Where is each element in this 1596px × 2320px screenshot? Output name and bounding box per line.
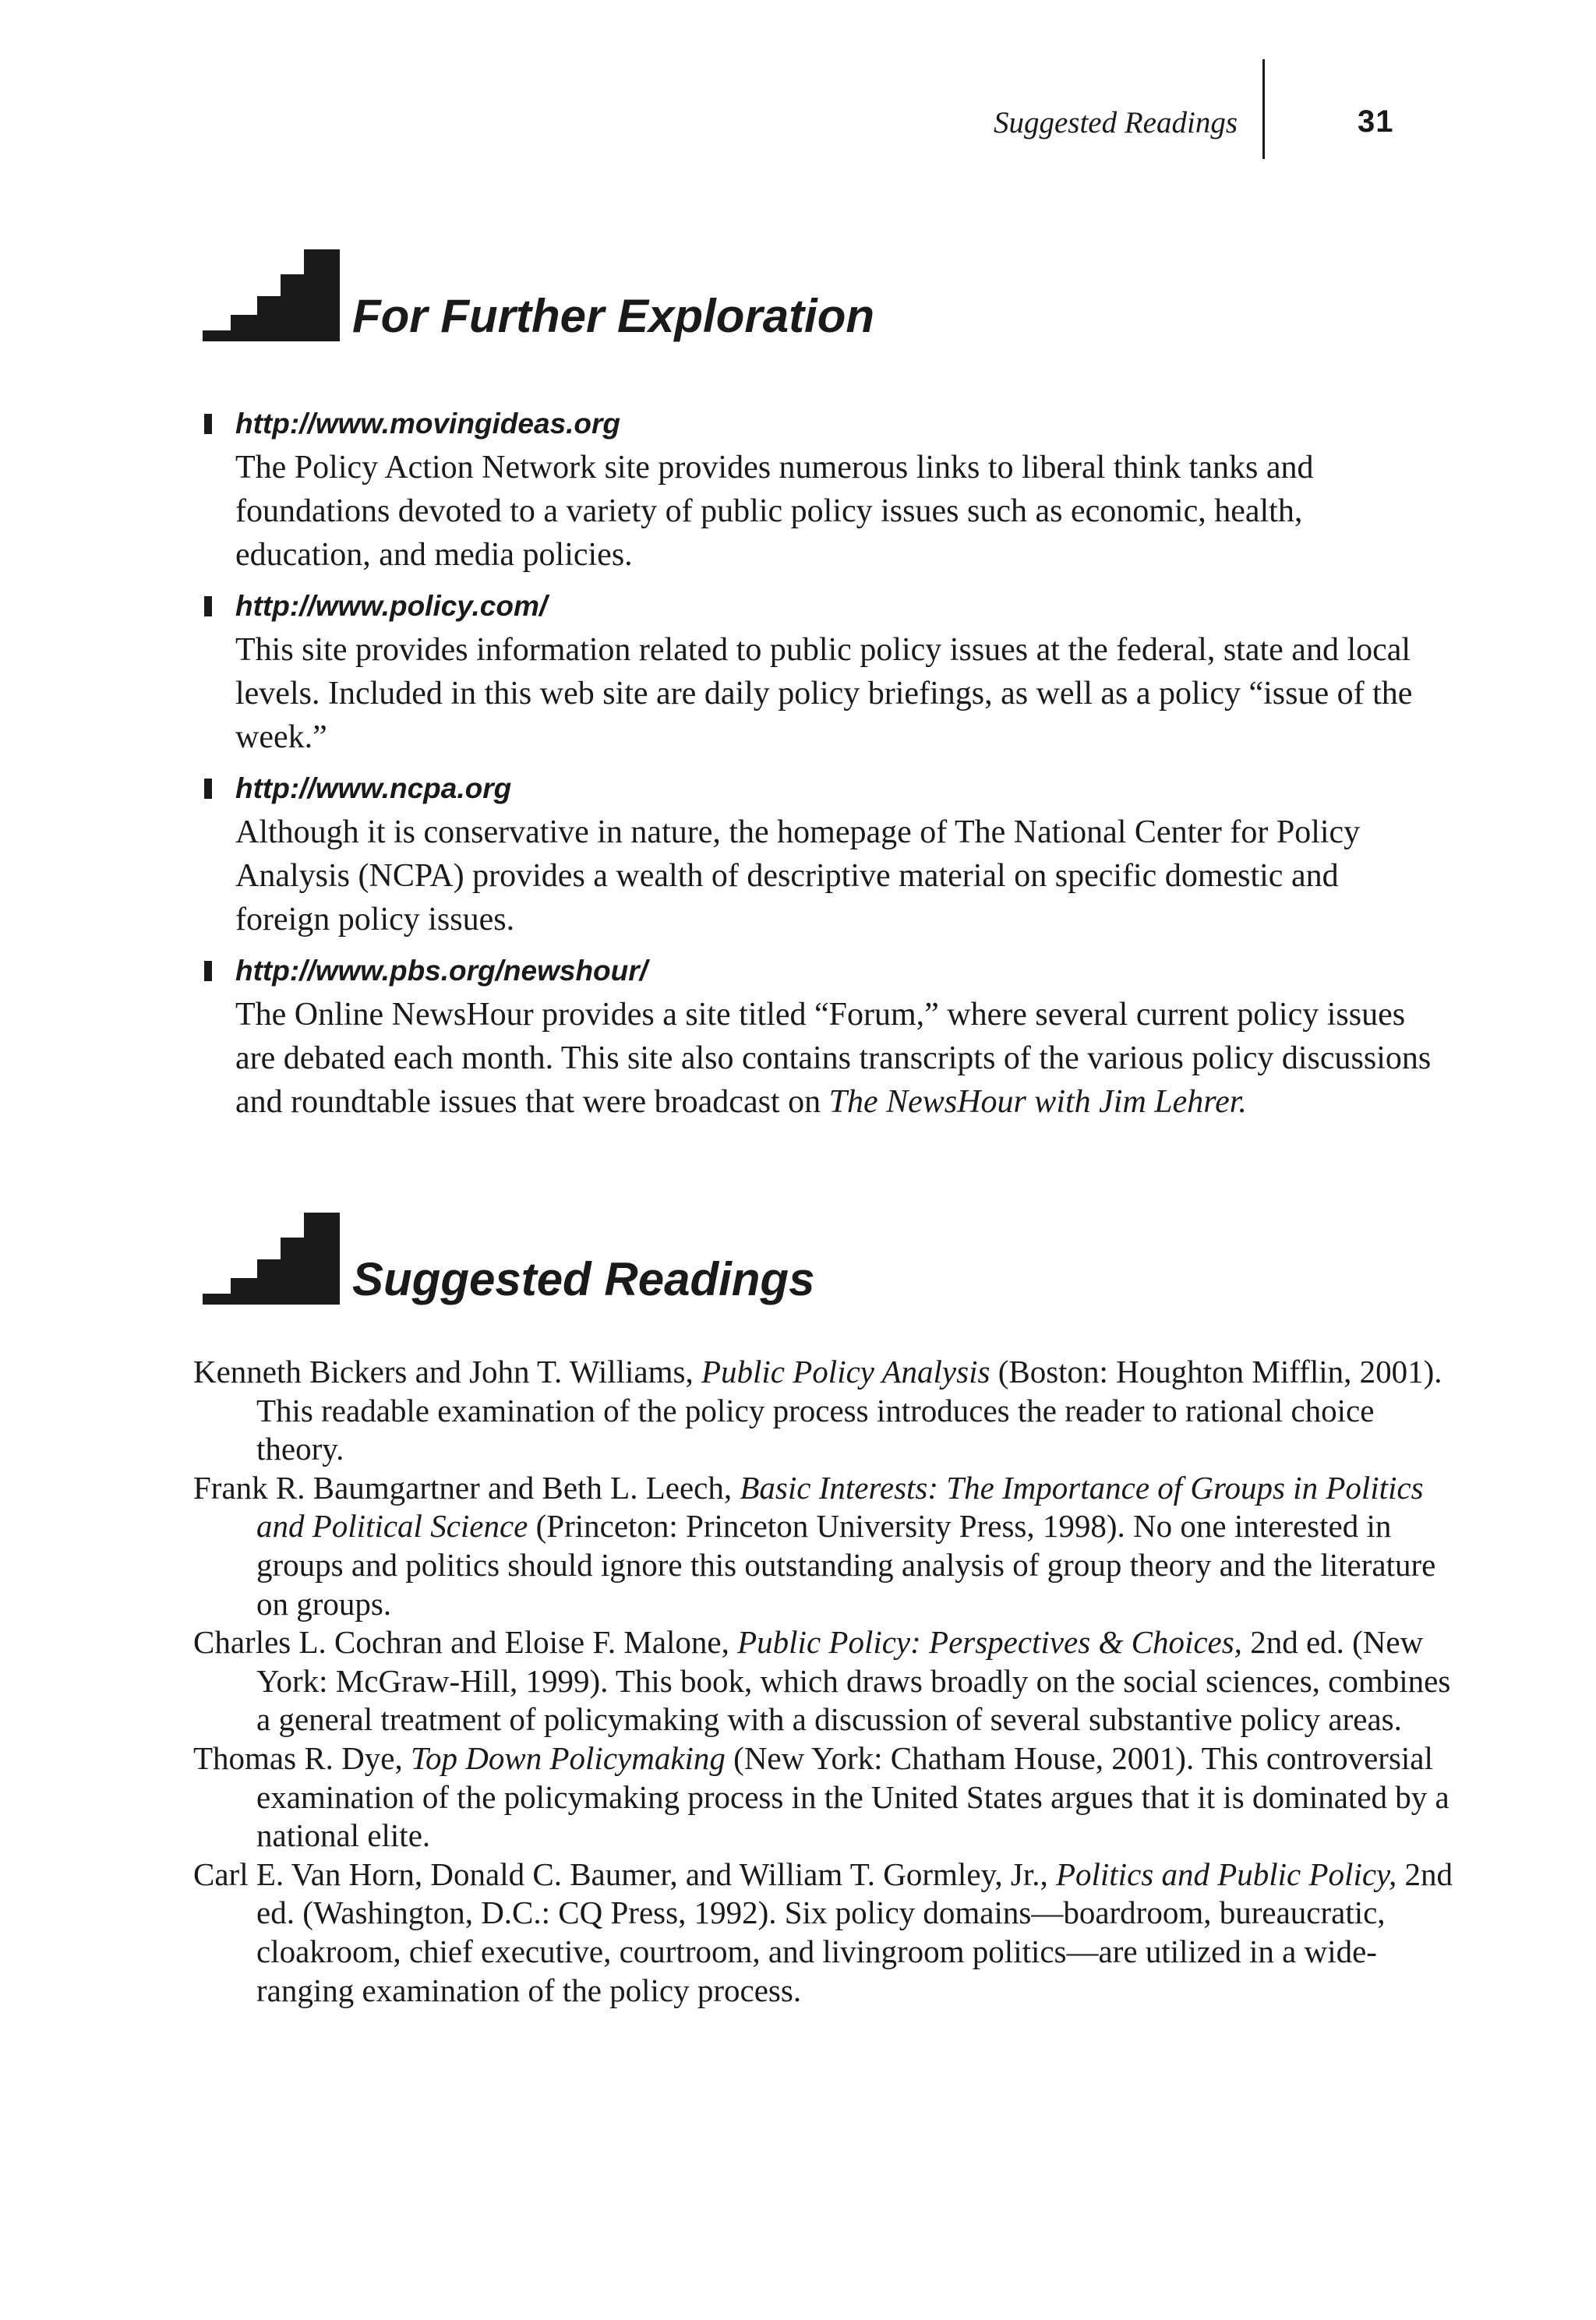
running-title: Suggested Readings	[993, 106, 1238, 139]
link-url[interactable]: http://www.movingideas.org	[235, 408, 621, 440]
reference-entry	[193, 1353, 1456, 1469]
link-description: The Policy Action Network site provides numerous links to liberal think tanks and foundations devoted to a variety of public policy issues such as economic, health, education, and media policies.	[235, 450, 1314, 573]
reference-entry	[193, 1469, 1456, 1623]
description-text: The Online NewsHour provides a site titled “Forum,” where several current policy issues are debated each month. This site also contains transcripts of the various policy discussions and roundtable issues that were broadcast on	[235, 997, 1432, 1120]
list-item	[235, 767, 1435, 941]
reference-details: 2nd ed. (New York: McGraw-Hill, 1999). This book, which draws broadly on the social sciences, combines a general treatment of policymaking with a discussion of several substantive policy areas.	[256, 1624, 1451, 1738]
section-title: For Further Exploration	[352, 290, 875, 342]
reference-authors: Frank R. Baumgartner and Beth L. Leech,	[193, 1469, 740, 1506]
list-item	[235, 402, 1435, 577]
reference-title: Politics and Public Policy,	[1055, 1856, 1397, 1892]
link-description: Although it is conservative in nature, the homepage of The National Center for Policy Analysis (NCPA) provides a wealth of descriptive material on specific domestic and foreign policy issues.	[235, 814, 1361, 938]
bullet-icon	[204, 961, 212, 981]
list-item	[235, 584, 1435, 759]
suggested-readings-heading	[200, 1213, 1524, 1306]
reference-authors: Charles L. Cochran and Eloise F. Malone,	[193, 1624, 738, 1661]
reference-title: Basic Interests: The Importance of Groups in Politics and Political Science	[256, 1469, 1424, 1545]
reference-entry	[193, 1623, 1456, 1739]
reference-title: Public Policy: Perspectives & Choices,	[737, 1624, 1242, 1661]
list-item	[235, 949, 1435, 1124]
reference-details: 2nd ed. (Washington, D.C.: CQ Press, 1992). Six policy domains—boardroom, bureaucratic, cloakroom, chief executive, courtroom, and livingroom politics—are utilized in a wide-ranging examination of the policy process.	[256, 1856, 1453, 2008]
reference-title: Public Policy Analysis	[701, 1354, 990, 1390]
bullet-icon	[204, 596, 212, 616]
running-header	[0, 100, 1596, 162]
further-exploration-heading	[200, 249, 1524, 343]
bullet-icon	[204, 779, 212, 799]
reference-authors: Kenneth Bickers and John T. Williams,	[193, 1354, 701, 1390]
bullet-icon	[204, 414, 212, 434]
stair-steps-icon	[200, 249, 340, 343]
link-url[interactable]: http://www.policy.com/	[235, 590, 548, 622]
reference-entry	[193, 1739, 1456, 1856]
reference-authors: Carl E. Van Horn, Donald C. Baumer, and William T. Gormley, Jr.,	[193, 1856, 1056, 1892]
link-url[interactable]: http://www.pbs.org/newshour/	[235, 955, 648, 987]
links-list	[235, 402, 1435, 1132]
link-description: This site provides information related to public policy issues at the federal, state and local levels. Included in this web site are daily policy briefings, as well as a policy “issue of the week.”	[235, 632, 1413, 755]
reference-entry	[193, 1856, 1456, 2010]
stair-steps-icon	[200, 1213, 340, 1306]
reference-details: (Princeton: Princeton University Press, 1998). No one interested in groups and politics should ignore this outstanding analysis of group theory and the literature on groups.	[256, 1508, 1436, 1622]
reference-list	[193, 1353, 1456, 2010]
link-url[interactable]: http://www.ncpa.org	[235, 772, 512, 804]
link-description	[235, 993, 1435, 1124]
reference-details: (Boston: Houghton Mifflin, 2001). This readable examination of the policy process introduces the reader to rational choice theory.	[256, 1354, 1442, 1467]
reference-title: Top Down Policymaking	[411, 1739, 726, 1776]
reference-authors: Thomas R. Dye,	[193, 1739, 411, 1776]
section-title: Suggested Readings	[352, 1253, 815, 1305]
program-title: The NewsHour with Jim Lehrer.	[828, 1084, 1247, 1120]
page-number: 31	[1358, 104, 1394, 139]
header-divider	[1262, 59, 1265, 159]
reference-details: (New York: Chatham House, 2001). This controversial examination of the policymaking process in the United States argues that it is dominated by a national elite.	[256, 1739, 1449, 1854]
